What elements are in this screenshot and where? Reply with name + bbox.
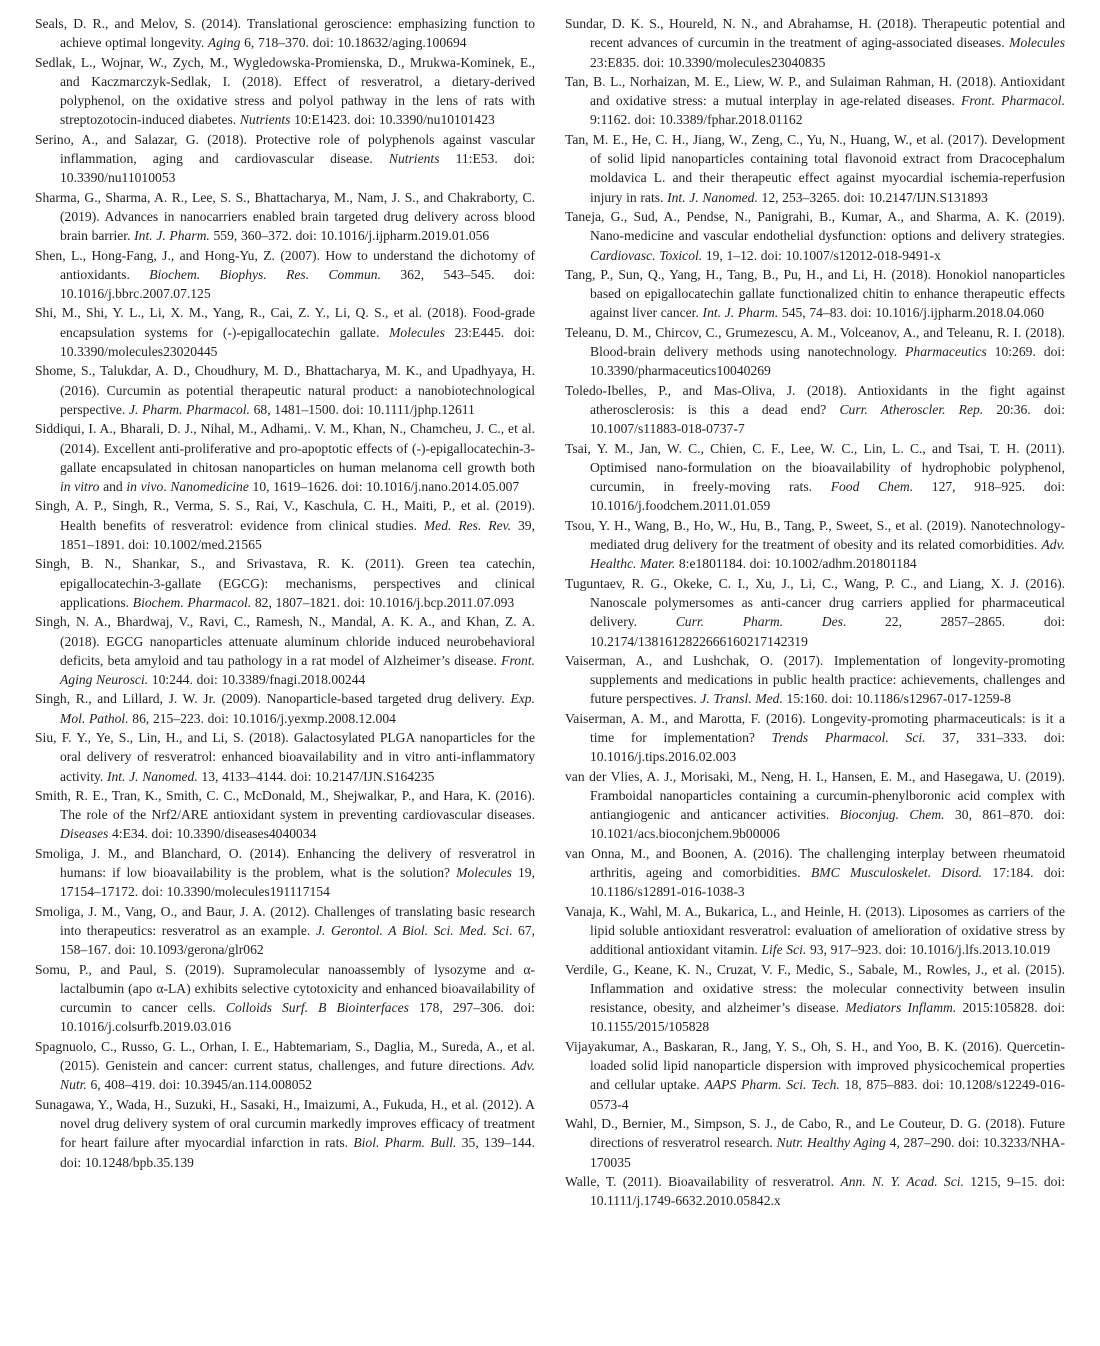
reference-entry: Tsai, Y. M., Jan, W. C., Chien, C. F., Lee, W. C., Lin, L. C., and Tsai, T. H. (2011). Optimised nano-formulation on the bioavailability of hydrophobic polyphenol, curcumin, in freely-moving rats. Food Chem. 127, 918–925. doi: 10.1016/j.foodchem.2011.01.059 [565,440,1065,514]
reference-entry: Smoliga, J. M., and Blanchard, O. (2014). Enhancing the delivery of resveratrol in humans: if low bioavailability is the problem, what is the solution? Molecules 19, 17154–17172. doi: 10.3390/molecules191117154 [35,845,535,900]
reference-entry: Tan, B. L., Norhaizan, M. E., Liew, W. P., and Sulaiman Rahman, H. (2018). Antioxidant and oxidative stress: a mutual interplay in age-related diseases. Front. Pharmacol. 9:1162. doi: 10.3389/fphar.2018.01162 [565,73,1065,128]
reference-entry: Sedlak, L., Wojnar, W., Zych, M., Wygledowska-Promienska, D., Mrukwa-Kominek, E., and Kaczmarczyk-Sedlak, I. (2018). Effect of resveratrol, a dietary-derived polyphenol, on the oxidative stress and polyol pathway in the lens of rats with streptozotocin-induced diabetes. Nutrients 10:E1423. doi: 10.3390/nu10101423 [35,54,535,128]
reference-entry: Vaiserman, A. M., and Marotta, F. (2016). Longevity-promoting pharmaceuticals: is it a time for implementation? Trends Pharmacol. Sci. 37, 331–333. doi: 10.1016/j.tips.2016.02.003 [565,710,1065,765]
reference-entry: Singh, N. A., Bhardwaj, V., Ravi, C., Ramesh, N., Mandal, A. K. A., and Khan, Z. A. (2018). EGCG nanoparticles attenuate aluminum chloride induced neurobehavioral deficits, beta amyloid and tau pathology in a rat model of Alzheimer’s disease. Front. Aging Neurosci. 10:244. doi: 10.3389/fnagi.2018.00244 [35,614,535,688]
reference-entry: Verdile, G., Keane, K. N., Cruzat, V. F., Medic, S., Sabale, M., Rowles, J., et al. (2015). Inflammation and oxidative stress: the molecular connectivity between insulin resistance, obesity, and alzheimer’s disease. Mediators Inflamm. 2015:105828. doi: 10.1155/2015/105828 [565,961,1065,1035]
reference-entry: van Onna, M., and Boonen, A. (2016). The challenging interplay between rheumatoid arthritis, ageing and comorbidities. BMC Musculoskelet. Disord. 17:184. doi: 10.1186/s12891-016-1038-3 [565,845,1066,900]
reference-entry: Seals, D. R., and Melov, S. (2014). Translational geroscience: emphasizing function to achieve optimal longevity. Aging 6, 718–370. doi: 10.18632/aging.100694 [35,16,535,51]
reference-entry: Vijayakumar, A., Baskaran, R., Jang, Y. S., Oh, S. H., and Yoo, B. K. (2016). Quercetin-loaded solid lipid nanoparticle dispersion with improved physicochemical properties and cellular uptake. AAPS Pharm. Sci. Tech. 18, 875–883. doi: 10.1208/s12249-016-0573-4 [565,1038,1065,1112]
reference-entry: Serino, A., and Salazar, G. (2018). Protective role of polyphenols against vascular inflammation, aging and cardiovascular disease. Nutrients 11:E53. doi: 10.3390/nu11010053 [35,131,535,186]
reference-entry: Walle, T. (2011). Bioavailability of resveratrol. Ann. N. Y. Acad. Sci. 1215, 9–15. doi: 10.1111/j.1749-6632.2010.05842.x [565,1173,1065,1209]
reference-entry: Siu, F. Y., Ye, S., Lin, H., and Li, S. (2018). Galactosylated PLGA nanoparticles for the oral delivery of resveratrol: enhanced bioavailability and in vitro anti-inflammatory activity. Int. J. Nanomed. 13, 4133–4144. doi: 10.2147/IJN.S164235 [35,729,535,784]
reference-entry: Siddiqui, I. A., Bharali, D. J., Nihal, M., Adhami,. V. M., Khan, N., Chamcheu, J. C., et al. (2014). Excellent anti-proliferative and pro-apoptotic effects of (-)-epigallocatechin-3-gallate encapsulated in chitosan nanoparticles on human melanoma cell growth both in vitro and in vivo. Nanomedicine 10, 1619–1626. doi: 10.1016/j.nano.2014.05.007 [35,421,535,495]
reference-entry: Wahl, D., Bernier, M., Simpson, S. J., de Cabo, R., and Le Couteur, D. G. (2018). Future directions of resveratrol research. Nutr. Healthy Aging 4, 287–290. doi: 10.3233/NHA-170035 [565,1115,1065,1170]
reference-entry: Taneja, G., Sud, A., Pendse, N., Panigrahi, B., Kumar, A., and Sharma, A. K. (2019). Nano-medicine and vascular endothelial dysfunction: options and delivery strategies. Cardiovasc. Toxicol. 19, 1–12. doi: 10.1007/s12012-018-9491-x [565,208,1065,263]
reference-entry: Teleanu, D. M., Chircov, C., Grumezescu, A. M., Volceanov, A., and Teleanu, R. I. (2018). Blood-brain delivery methods using nanotechnology. Pharmaceutics 10:269. doi: 10.3390/pharmaceutics10040269 [565,324,1065,379]
reference-entry: Sunagawa, Y., Wada, H., Suzuki, H., Sasaki, H., Imaizumi, A., Fukuda, H., et al. (2012). A novel drug delivery system of oral curcumin markedly improves efficacy of treatment for heart failure after myocardial infarction in rats. Biol. Pharm. Bull. 35, 139–144. doi: 10.1248/bpb.35.139 [35,1096,535,1170]
reference-entry: Shi, M., Shi, Y. L., Li, X. M., Yang, R., Cai, Z. Y., Li, Q. S., et al. (2018). Food-grade encapsulation systems for (-)-epigallocatechin gallate. Molecules 23:E445. doi: 10.3390/molecules23020445 [35,305,536,360]
reference-entry: Shome, S., Talukdar, A. D., Choudhury, M. D., Bhattacharya, M. K., and Upadhyaya, H. (2016). Curcumin as potential therapeutic natural product: a nanobiotechnological perspective. J. Pharm. Pharmacol. 68, 1481–1500. doi: 10.1111/jphp.12611 [35,363,535,417]
reference-entry: Toledo-Ibelles, P., and Mas-Oliva, J. (2018). Antioxidants in the fight against atherosclerosis: is this a dead end? Curr. Atheroscler. Rep. 20:36. doi: 10.1007/s11883-018-0737-7 [565,382,1065,437]
reference-entry: van der Vlies, A. J., Morisaki, M., Neng, H. I., Hansen, E. M., and Hasegawa, U. (2019). Framboidal nanoparticles containing a curcumin-phenylboronic acid complex with antiangiogenic and anticancer activities. Bioconjug. Chem. 30, 861–870. doi: 10.1021/acs.bioconjchem.9b00006 [565,768,1065,842]
reference-entry: Tuguntaev, R. G., Okeke, C. I., Xu, J., Li, C., Wang, P. C., and Liang, X. J. (2016). Nanoscale polymersomes as anti-cancer drug carriers applied for pharmaceutical delivery. Curr. Pharm. Des. 22, 2857–2865. doi: 10.2174/1381612822666160217142319 [565,575,1065,649]
reference-entry: Tsou, Y. H., Wang, B., Ho, W., Hu, B., Tang, P., Sweet, S., et al. (2019). Nanotechnology-mediated drug delivery for the treatment of obesity and its related comorbidities. Adv. Healthc. Mater. 8:e1801184. doi: 10.1002/adhm.201801184 [565,517,1065,572]
reference-entry: Tang, P., Sun, Q., Yang, H., Tang, B., Pu, H., and Li, H. (2018). Honokiol nanoparticles based on epigallocatechin gallate functionalized chitin to enhance therapeutic effects against liver cancer. Int. J. Pharm. 545, 74–83. doi: 10.1016/j.ijpharm.2018.04.060 [565,266,1065,321]
reference-entry: Sharma, G., Sharma, A. R., Lee, S. S., Bhattacharya, M., Nam, J. S., and Chakraborty, C. (2019). Advances in nanocarriers enabled brain targeted drug delivery across blood brain barrier. Int. J. Pharm. 559, 360–372. doi: 10.1016/j.ijpharm.2019.01.056 [35,189,535,244]
reference-entry: Shen, L., Hong-Fang, J., and Hong-Yu, Z. (2007). How to understand the dichotomy of antioxidants. Biochem. Biophys. Res. Commun. 362, 543–545. doi: 10.1016/j.bbrc.2007.07.125 [35,247,535,302]
reference-entry: Sundar, D. K. S., Houreld, N. N., and Abrahamse, H. (2018). Therapeutic potential and recent advances of curcumin in the treatment of aging-associated diseases. Molecules 23:E835. doi: 10.3390/molecules23040835 [565,16,1065,70]
reference-entry: Spagnuolo, C., Russo, G. L., Orhan, I. E., Habtemariam, S., Daglia, M., Sureda, A., et al. (2015). Genistein and cancer: current status, challenges, and future directions. Adv. Nutr. 6, 408–419. doi: 10.3945/an.114.008052 [35,1038,535,1093]
reference-entry: Singh, B. N., Shankar, S., and Srivastava, R. K. (2011). Green tea catechin, epigallocatechin-3-gallate (EGCG): mechanisms, perspectives and clinical applications. Biochem. Pharmacol. 82, 1807–1821. doi: 10.1016/j.bcp.2011.07.093 [35,556,535,610]
reference-entry: Vaiserman, A., and Lushchak, O. (2017). Implementation of longevity-promoting supplements and medications in public health practice: achievements, challenges and future perspectives. J. Transl. Med. 15:160. doi: 10.1186/s12967-017-1259-8 [565,652,1065,707]
reference-entry: Tan, M. E., He, C. H., Jiang, W., Zeng, C., Yu, N., Huang, W., et al. (2017). Development of solid lipid nanoparticles containing total flavonoid extract from Dracocephalum moldavica L. and their therapeutic effect against myocardial ischemia-reperfusion injury in rats. Int. J. Nanomed. 12, 253–3265. doi: 10.2147/IJN.S131893 [565,131,1065,205]
reference-entry: Somu, P., and Paul, S. (2019). Supramolecular nanoassembly of lysozyme and α-lactalbumin (apo α-LA) exhibits selective cytotoxicity and enhanced bioavailability of curcumin to cancer cells. Colloids Surf. B Biointerfaces 178, 297–306. doi: 10.1016/j.colsurfb.2019.03.016 [35,961,536,1035]
reference-entry: Vanaja, K., Wahl, M. A., Bukarica, L., and Heinle, H. (2013). Liposomes as carriers of the lipid soluble antioxidant resveratrol: evaluation of amelioration of oxidative stress by additional antioxidant vitamin. Life Sci. 93, 917–923. doi: 10.1016/j.lfs.2013.10.019 [565,903,1065,958]
references-column-left [35,14,535,1210]
references-column-right [565,14,1065,1210]
reference-entry: Singh, R., and Lillard, J. W. Jr. (2009). Nanoparticle-based targeted drug delivery. Exp. Mol. Pathol. 86, 215–223. doi: 10.1016/j.yexmp.2008.12.004 [35,691,535,726]
reference-entry: Singh, A. P., Singh, R., Verma, S. S., Rai, V., Kaschula, C. H., Maiti, P., et al. (2019). Health benefits of resveratrol: evidence from clinical studies. Med. Res. Rev. 39, 1851–1891. doi: 10.1002/med.21565 [35,498,535,553]
two-column-layout [35,14,1065,1210]
reference-entry: Smoliga, J. M., Vang, O., and Baur, J. A. (2012). Challenges of translating basic research into therapeutics: resveratrol as an example. J. Gerontol. A Biol. Sci. Med. Sci. 67, 158–167. doi: 10.1093/gerona/glr062 [35,903,535,958]
reference-entry: Smith, R. E., Tran, K., Smith, C. C., McDonald, M., Shejwalkar, P., and Hara, K. (2016). The role of the Nrf2/ARE antioxidant system in preventing cardiovascular diseases. Diseases 4:E34. doi: 10.3390/diseases4040034 [35,787,535,842]
